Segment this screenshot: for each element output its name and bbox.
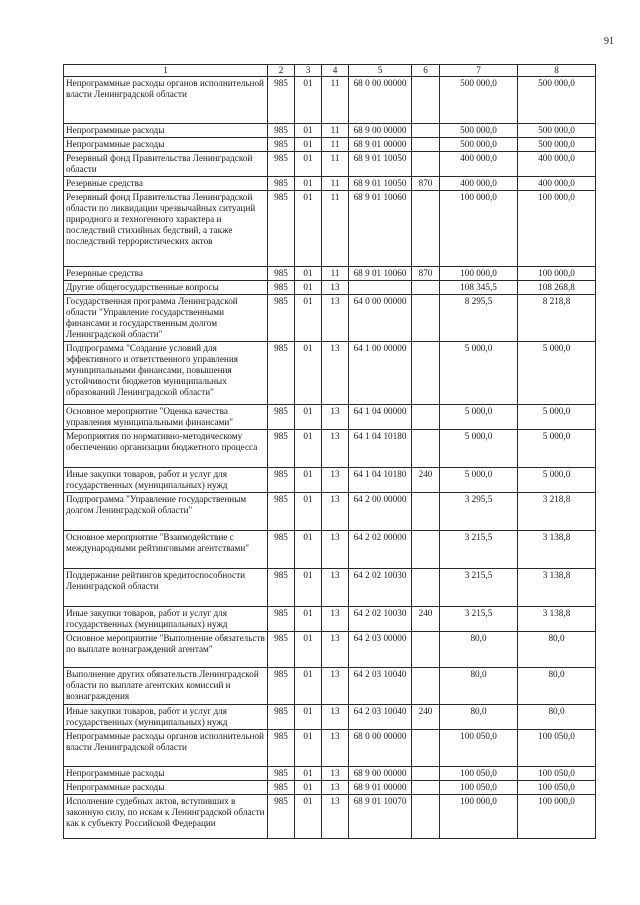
col-2-value: 985 <box>268 295 295 342</box>
col-4-value: 13 <box>322 295 349 342</box>
col-7-value: 500 000,0 <box>440 77 518 124</box>
row-name: Резервный фонд Правительства Ленинградской области <box>64 152 268 177</box>
col-5-value: 68 9 01 10050 <box>349 152 412 177</box>
col-3-value: 01 <box>295 124 322 138</box>
table-row <box>64 295 596 342</box>
col-8-value: 80,0 <box>518 668 596 705</box>
col-8-value: 108 268,8 <box>518 281 596 295</box>
col-8-value: 5 000,0 <box>518 430 596 468</box>
col-6-value <box>412 342 440 405</box>
col-5-value: 64 1 04 00000 <box>349 405 412 430</box>
col-6-value <box>412 795 440 839</box>
col-6-value <box>412 138 440 152</box>
col-3-value: 01 <box>295 177 322 191</box>
col-8-value: 500 000,0 <box>518 124 596 138</box>
row-name: Непрограммные расходы <box>64 767 268 781</box>
col-4-value: 13 <box>322 531 349 569</box>
col-8-value: 3 138,8 <box>518 607 596 632</box>
table-row <box>64 705 596 730</box>
col-4-value: 13 <box>322 632 349 668</box>
col-2-value: 985 <box>268 405 295 430</box>
col-2-value: 985 <box>268 124 295 138</box>
col-3-value: 01 <box>295 493 322 531</box>
col-6-value <box>412 730 440 767</box>
row-name: Подпрограмма "Создание условий для эффективного и ответственного управления муниципальными финансами, повышения устойчивости бюджетов муниципальных образований Ленинградской области" <box>64 342 268 405</box>
col-3-value: 01 <box>295 730 322 767</box>
col-3-value: 01 <box>295 281 322 295</box>
header-cell: 7 <box>440 65 518 77</box>
row-name: Непрограммные расходы <box>64 138 268 152</box>
col-8-value: 100 000,0 <box>518 191 596 267</box>
col-3-value: 01 <box>295 295 322 342</box>
header-cell: 8 <box>518 65 596 77</box>
col-6-value <box>412 569 440 607</box>
table-row <box>64 342 596 405</box>
table-row <box>64 77 596 124</box>
col-4-value: 13 <box>322 281 349 295</box>
row-name: Поддержание рейтингов кредитоспособности Ленинградской области <box>64 569 268 607</box>
row-name: Непрограммные расходы органов исполнительной власти Ленинградской области <box>64 730 268 767</box>
col-5-value: 68 0 00 00000 <box>349 730 412 767</box>
col-8-value: 3 138,8 <box>518 569 596 607</box>
col-7-value: 5 000,0 <box>440 468 518 493</box>
table-row <box>64 138 596 152</box>
col-7-value: 100 000,0 <box>440 267 518 281</box>
col-8-value: 5 000,0 <box>518 342 596 405</box>
col-7-value: 80,0 <box>440 632 518 668</box>
col-6-value <box>412 493 440 531</box>
col-3-value: 01 <box>295 531 322 569</box>
col-7-value: 3 215,5 <box>440 607 518 632</box>
col-2-value: 985 <box>268 730 295 767</box>
col-2-value: 985 <box>268 569 295 607</box>
table-row <box>64 767 596 781</box>
col-4-value: 13 <box>322 342 349 405</box>
col-5-value: 68 9 00 00000 <box>349 767 412 781</box>
col-7-value: 100 050,0 <box>440 730 518 767</box>
row-name: Выполнение других обязательств Ленинградской области по выплате агентских комиссий и вознаграждения <box>64 668 268 705</box>
table-row <box>64 267 596 281</box>
col-2-value: 985 <box>268 781 295 795</box>
header-row <box>64 65 596 77</box>
col-7-value: 5 000,0 <box>440 342 518 405</box>
table-row <box>64 569 596 607</box>
col-5-value <box>349 281 412 295</box>
row-name: Резервный фонд Правительства Ленинградской области по ликвидации чрезвычайных ситуаций природного и техногенного характера и последствий стихийных бедствий, а также последствий террористических актов <box>64 191 268 267</box>
row-name: Исполнение судебных актов, вступивших в законную силу, по искам к Ленинградской области как к субъекту Российской Федерации <box>64 795 268 839</box>
col-7-value: 80,0 <box>440 668 518 705</box>
budget-table <box>63 64 596 839</box>
col-2-value: 985 <box>268 632 295 668</box>
col-7-value: 80,0 <box>440 705 518 730</box>
col-2-value: 985 <box>268 77 295 124</box>
col-5-value: 64 2 03 10040 <box>349 668 412 705</box>
col-4-value: 13 <box>322 430 349 468</box>
col-2-value: 985 <box>268 138 295 152</box>
col-5-value: 64 2 02 10030 <box>349 607 412 632</box>
col-8-value: 8 218,8 <box>518 295 596 342</box>
col-2-value: 985 <box>268 430 295 468</box>
table-row <box>64 177 596 191</box>
row-name: Непрограммные расходы <box>64 124 268 138</box>
table-row <box>64 124 596 138</box>
col-8-value: 100 000,0 <box>518 267 596 281</box>
col-4-value: 13 <box>322 468 349 493</box>
col-5-value: 64 1 00 00000 <box>349 342 412 405</box>
col-6-value <box>412 781 440 795</box>
col-4-value: 13 <box>322 795 349 839</box>
col-6-value: 240 <box>412 607 440 632</box>
col-2-value: 985 <box>268 607 295 632</box>
table-body <box>64 77 596 839</box>
row-name: Непрограммные расходы органов исполнительной власти Ленинградской области <box>64 77 268 124</box>
col-2-value: 985 <box>268 493 295 531</box>
col-8-value: 80,0 <box>518 632 596 668</box>
col-5-value: 68 0 00 00000 <box>349 77 412 124</box>
header-cell: 3 <box>295 65 322 77</box>
col-6-value <box>412 124 440 138</box>
header-cell: 4 <box>322 65 349 77</box>
col-8-value: 80,0 <box>518 705 596 730</box>
col-7-value: 5 000,0 <box>440 405 518 430</box>
row-name: Мероприятия по нормативно-методическому обеспечению организации бюджетного процесса <box>64 430 268 468</box>
table-row <box>64 730 596 767</box>
table-row <box>64 405 596 430</box>
row-name: Иные закупки товаров, работ и услуг для государственных (муниципальных) нужд <box>64 468 268 493</box>
col-7-value: 108 345,5 <box>440 281 518 295</box>
col-2-value: 985 <box>268 468 295 493</box>
col-4-value: 11 <box>322 124 349 138</box>
col-4-value: 13 <box>322 668 349 705</box>
col-8-value: 100 050,0 <box>518 730 596 767</box>
col-8-value: 100 050,0 <box>518 767 596 781</box>
col-2-value: 985 <box>268 531 295 569</box>
col-5-value: 68 9 01 00000 <box>349 138 412 152</box>
col-3-value: 01 <box>295 468 322 493</box>
row-name: Резервные средства <box>64 177 268 191</box>
row-name: Резервные средства <box>64 267 268 281</box>
col-3-value: 01 <box>295 77 322 124</box>
col-3-value: 01 <box>295 705 322 730</box>
col-2-value: 985 <box>268 267 295 281</box>
col-3-value: 01 <box>295 405 322 430</box>
col-5-value: 64 1 04 10180 <box>349 430 412 468</box>
header-cell: 1 <box>64 65 268 77</box>
col-5-value: 64 2 00 00000 <box>349 493 412 531</box>
col-4-value: 13 <box>322 767 349 781</box>
col-5-value: 68 9 01 00000 <box>349 781 412 795</box>
col-8-value: 500 000,0 <box>518 77 596 124</box>
col-4-value: 13 <box>322 705 349 730</box>
table-row <box>64 430 596 468</box>
table-row <box>64 795 596 839</box>
header-cell: 6 <box>412 65 440 77</box>
table-row <box>64 493 596 531</box>
col-5-value: 68 9 00 00000 <box>349 124 412 138</box>
row-name: Основное мероприятие "Оценка качества управления муниципальными финансами" <box>64 405 268 430</box>
table-row <box>64 531 596 569</box>
header-cell: 2 <box>268 65 295 77</box>
col-7-value: 100 000,0 <box>440 191 518 267</box>
col-4-value: 13 <box>322 569 349 607</box>
col-5-value: 64 0 00 00000 <box>349 295 412 342</box>
col-4-value: 11 <box>322 177 349 191</box>
col-3-value: 01 <box>295 767 322 781</box>
col-6-value <box>412 405 440 430</box>
col-8-value: 5 000,0 <box>518 468 596 493</box>
col-6-value <box>412 531 440 569</box>
col-3-value: 01 <box>295 138 322 152</box>
col-5-value: 64 2 03 10040 <box>349 705 412 730</box>
col-8-value: 3 218,8 <box>518 493 596 531</box>
col-4-value: 13 <box>322 607 349 632</box>
col-7-value: 8 295,5 <box>440 295 518 342</box>
col-3-value: 01 <box>295 267 322 281</box>
col-5-value: 68 9 01 10060 <box>349 191 412 267</box>
col-7-value: 3 295,5 <box>440 493 518 531</box>
row-name: Другие общегосударственные вопросы <box>64 281 268 295</box>
col-4-value: 13 <box>322 781 349 795</box>
col-7-value: 400 000,0 <box>440 152 518 177</box>
row-name: Подпрограмма "Управление государственным долгом Ленинградской области" <box>64 493 268 531</box>
col-4-value: 13 <box>322 405 349 430</box>
col-3-value: 01 <box>295 430 322 468</box>
col-7-value: 100 050,0 <box>440 767 518 781</box>
col-8-value: 3 138,8 <box>518 531 596 569</box>
col-6-value: 870 <box>412 177 440 191</box>
col-7-value: 400 000,0 <box>440 177 518 191</box>
col-8-value: 400 000,0 <box>518 177 596 191</box>
col-5-value: 64 2 02 00000 <box>349 531 412 569</box>
header-cell: 5 <box>349 65 412 77</box>
col-4-value: 13 <box>322 493 349 531</box>
col-4-value: 11 <box>322 191 349 267</box>
row-name: Государственная программа Ленинградской области "Управление государственными финансами и государственным долгом Ленинградской области" <box>64 295 268 342</box>
row-name: Иные закупки товаров, работ и услуг для государственных (муниципальных) нужд <box>64 607 268 632</box>
col-2-value: 985 <box>268 281 295 295</box>
col-7-value: 100 000,0 <box>440 795 518 839</box>
col-8-value: 100 050,0 <box>518 781 596 795</box>
col-3-value: 01 <box>295 795 322 839</box>
col-7-value: 3 215,5 <box>440 569 518 607</box>
col-8-value: 100 000,0 <box>518 795 596 839</box>
col-8-value: 400 000,0 <box>518 152 596 177</box>
col-2-value: 985 <box>268 668 295 705</box>
col-3-value: 01 <box>295 569 322 607</box>
col-2-value: 985 <box>268 191 295 267</box>
col-6-value <box>412 767 440 781</box>
col-4-value: 11 <box>322 77 349 124</box>
col-3-value: 01 <box>295 342 322 405</box>
table-row <box>64 191 596 267</box>
col-6-value <box>412 191 440 267</box>
col-4-value: 11 <box>322 152 349 177</box>
col-5-value: 68 9 01 10060 <box>349 267 412 281</box>
table-row <box>64 781 596 795</box>
col-6-value: 240 <box>412 468 440 493</box>
col-4-value: 13 <box>322 730 349 767</box>
col-4-value: 11 <box>322 138 349 152</box>
row-name: Непрограммные расходы <box>64 781 268 795</box>
col-7-value: 500 000,0 <box>440 124 518 138</box>
col-3-value: 01 <box>295 152 322 177</box>
col-5-value: 64 2 03 00000 <box>349 632 412 668</box>
col-2-value: 985 <box>268 705 295 730</box>
col-2-value: 985 <box>268 152 295 177</box>
col-6-value <box>412 152 440 177</box>
col-5-value: 64 1 04 10180 <box>349 468 412 493</box>
col-8-value: 500 000,0 <box>518 138 596 152</box>
col-6-value <box>412 77 440 124</box>
col-8-value: 5 000,0 <box>518 405 596 430</box>
col-7-value: 5 000,0 <box>440 430 518 468</box>
table-row <box>64 607 596 632</box>
row-name: Основное мероприятие "Взаимодействие с международными рейтинговыми агентствами" <box>64 531 268 569</box>
col-6-value: 870 <box>412 267 440 281</box>
col-6-value <box>412 668 440 705</box>
col-7-value: 500 000,0 <box>440 138 518 152</box>
col-5-value: 68 9 01 10050 <box>349 177 412 191</box>
col-6-value <box>412 430 440 468</box>
table-row <box>64 281 596 295</box>
table-row <box>64 468 596 493</box>
col-5-value: 64 2 02 10030 <box>349 569 412 607</box>
page-number: 91 <box>604 36 614 47</box>
col-2-value: 985 <box>268 795 295 839</box>
col-6-value <box>412 632 440 668</box>
col-4-value: 11 <box>322 267 349 281</box>
col-3-value: 01 <box>295 632 322 668</box>
col-7-value: 3 215,5 <box>440 531 518 569</box>
col-2-value: 985 <box>268 342 295 405</box>
table-row <box>64 668 596 705</box>
table-row <box>64 152 596 177</box>
col-6-value <box>412 295 440 342</box>
col-5-value: 68 9 01 10070 <box>349 795 412 839</box>
row-name: Основное мероприятие "Выполнение обязательств по выплате вознаграждений агентам" <box>64 632 268 668</box>
col-6-value: 240 <box>412 705 440 730</box>
col-3-value: 01 <box>295 781 322 795</box>
col-3-value: 01 <box>295 668 322 705</box>
col-6-value <box>412 281 440 295</box>
col-3-value: 01 <box>295 191 322 267</box>
table-row <box>64 632 596 668</box>
col-3-value: 01 <box>295 607 322 632</box>
col-2-value: 985 <box>268 767 295 781</box>
row-name: Иные закупки товаров, работ и услуг для государственных (муниципальных) нужд <box>64 705 268 730</box>
col-7-value: 100 050,0 <box>440 781 518 795</box>
col-2-value: 985 <box>268 177 295 191</box>
